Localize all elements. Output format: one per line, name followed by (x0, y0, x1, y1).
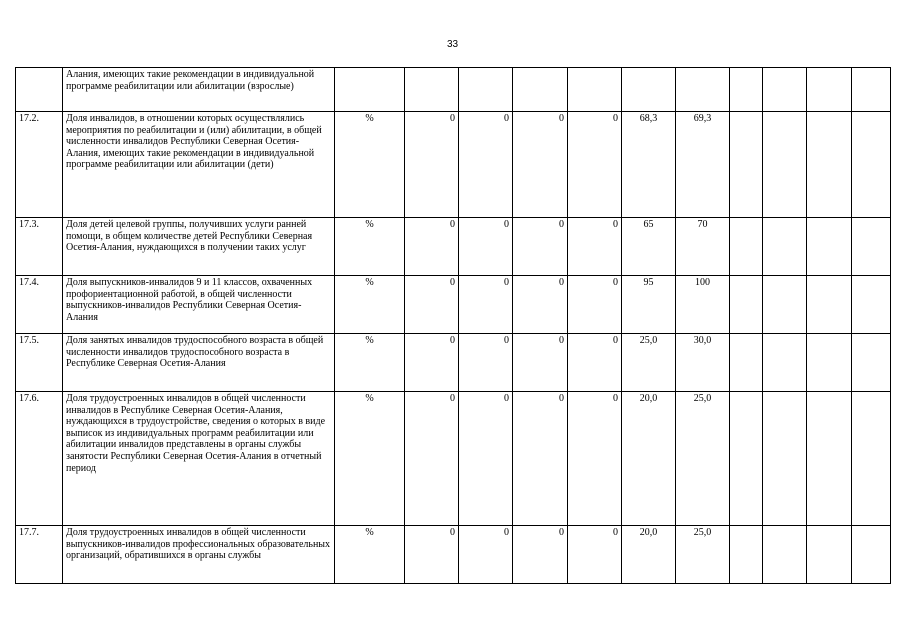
table-row (16, 392, 891, 526)
row-number: 17.4. (16, 276, 63, 334)
empty-cell (730, 68, 763, 112)
value-cell: 20,0 (622, 392, 676, 526)
table-row (16, 526, 891, 584)
page-number: 33 (446, 39, 459, 50)
unit-cell: % (335, 526, 405, 584)
value-cell: 0 (568, 526, 622, 584)
indicator-name: Доля трудоустроенных инвалидов в общей численности выпускников-инвалидов профессиональных образовательных организаций, обратившихся в органы службы (63, 526, 335, 584)
value-cell: 0 (459, 276, 513, 334)
value-cell: 25,0 (676, 392, 730, 526)
empty-cell (852, 392, 891, 526)
empty-cell (763, 218, 807, 276)
empty-cell (763, 112, 807, 218)
row-number (16, 68, 63, 112)
row-number: 17.7. (16, 526, 63, 584)
empty-cell (730, 112, 763, 218)
empty-cell (763, 68, 807, 112)
value-cell: 0 (459, 334, 513, 392)
empty-cell (730, 392, 763, 526)
indicator-name: Доля занятых инвалидов трудоспособного возраста в общей численности инвалидов трудоспособного возраста в Республике Северная Осетия-Алания (63, 334, 335, 392)
row-number: 17.2. (16, 112, 63, 218)
value-cell: 0 (459, 392, 513, 526)
value-cell: 30,0 (676, 334, 730, 392)
value-cell: 25,0 (676, 526, 730, 584)
empty-cell (807, 68, 852, 112)
empty-cell (807, 334, 852, 392)
table-row (16, 218, 891, 276)
unit-cell: % (335, 334, 405, 392)
empty-cell (807, 392, 852, 526)
empty-cell (852, 334, 891, 392)
value-cell: 0 (513, 112, 568, 218)
empty-cell (763, 334, 807, 392)
value-cell (568, 68, 622, 112)
table-row (16, 276, 891, 334)
indicator-name: Доля детей целевой группы, получивших услуги ранней помощи, в общем количестве детей Республики Северная Осетия-Алания, нуждающихся в получении таких услуг (63, 218, 335, 276)
table-row (16, 334, 891, 392)
value-cell (622, 68, 676, 112)
empty-cell (763, 392, 807, 526)
value-cell: 0 (568, 276, 622, 334)
row-number: 17.3. (16, 218, 63, 276)
empty-cell (852, 112, 891, 218)
value-cell: 70 (676, 218, 730, 276)
value-cell: 0 (459, 526, 513, 584)
empty-cell (730, 334, 763, 392)
value-cell (676, 68, 730, 112)
empty-cell (763, 526, 807, 584)
unit-cell: % (335, 112, 405, 218)
value-cell: 25,0 (622, 334, 676, 392)
empty-cell (807, 218, 852, 276)
empty-cell (730, 526, 763, 584)
empty-cell (807, 276, 852, 334)
value-cell: 65 (622, 218, 676, 276)
value-cell: 0 (459, 112, 513, 218)
row-number: 17.5. (16, 334, 63, 392)
empty-cell (852, 218, 891, 276)
table-row (16, 68, 891, 112)
unit-cell: % (335, 276, 405, 334)
value-cell: 68,3 (622, 112, 676, 218)
value-cell: 20,0 (622, 526, 676, 584)
value-cell: 0 (405, 334, 459, 392)
value-cell: 0 (459, 218, 513, 276)
value-cell: 0 (513, 276, 568, 334)
row-number: 17.6. (16, 392, 63, 526)
unit-cell: % (335, 392, 405, 526)
value-cell: 0 (405, 392, 459, 526)
value-cell (405, 68, 459, 112)
table-row (16, 112, 891, 218)
empty-cell (807, 526, 852, 584)
indicator-name: Доля выпускников-инвалидов 9 и 11 классов, охваченных профориентационной работой, в общей численности выпускников-инвалидов Республики Северная Осетия-Алания (63, 276, 335, 334)
empty-cell (852, 68, 891, 112)
value-cell: 0 (513, 218, 568, 276)
empty-cell (852, 276, 891, 334)
value-cell: 100 (676, 276, 730, 334)
empty-cell (730, 276, 763, 334)
value-cell (459, 68, 513, 112)
value-cell: 0 (568, 392, 622, 526)
empty-cell (730, 218, 763, 276)
value-cell: 0 (568, 334, 622, 392)
value-cell: 0 (405, 218, 459, 276)
value-cell: 0 (568, 218, 622, 276)
value-cell (513, 68, 568, 112)
indicator-name: Алания, имеющих такие рекомендации в индивидуальной программе реабилитации или абилитации (взрослые) (63, 68, 335, 112)
value-cell: 0 (568, 112, 622, 218)
unit-cell: % (335, 218, 405, 276)
empty-cell (852, 526, 891, 584)
value-cell: 0 (405, 112, 459, 218)
value-cell: 69,3 (676, 112, 730, 218)
indicator-name: Доля трудоустроенных инвалидов в общей численности инвалидов в Республике Северная Осетия-Алания, нуждающихся в трудоустройстве, сведения о которых в виде выписок из индивидуальных программ реабилитации или абилитации инвалидов представлены в органы службы занятости Республики Северная Осетия-Алания в отчетный период (63, 392, 335, 526)
indicator-name: Доля инвалидов, в отношении которых осуществлялись мероприятия по реабилитации и (или) абилитации, в общей численности инвалидов Республики Северная Осетия-Алания, имеющих такие рекомендации в индивидуальной программе реабилитации или абилитации (дети) (63, 112, 335, 218)
empty-cell (807, 112, 852, 218)
value-cell: 0 (405, 276, 459, 334)
value-cell: 0 (513, 392, 568, 526)
value-cell: 0 (405, 526, 459, 584)
value-cell: 95 (622, 276, 676, 334)
unit-cell (335, 68, 405, 112)
indicators-table (15, 67, 891, 584)
empty-cell (763, 276, 807, 334)
value-cell: 0 (513, 334, 568, 392)
value-cell: 0 (513, 526, 568, 584)
